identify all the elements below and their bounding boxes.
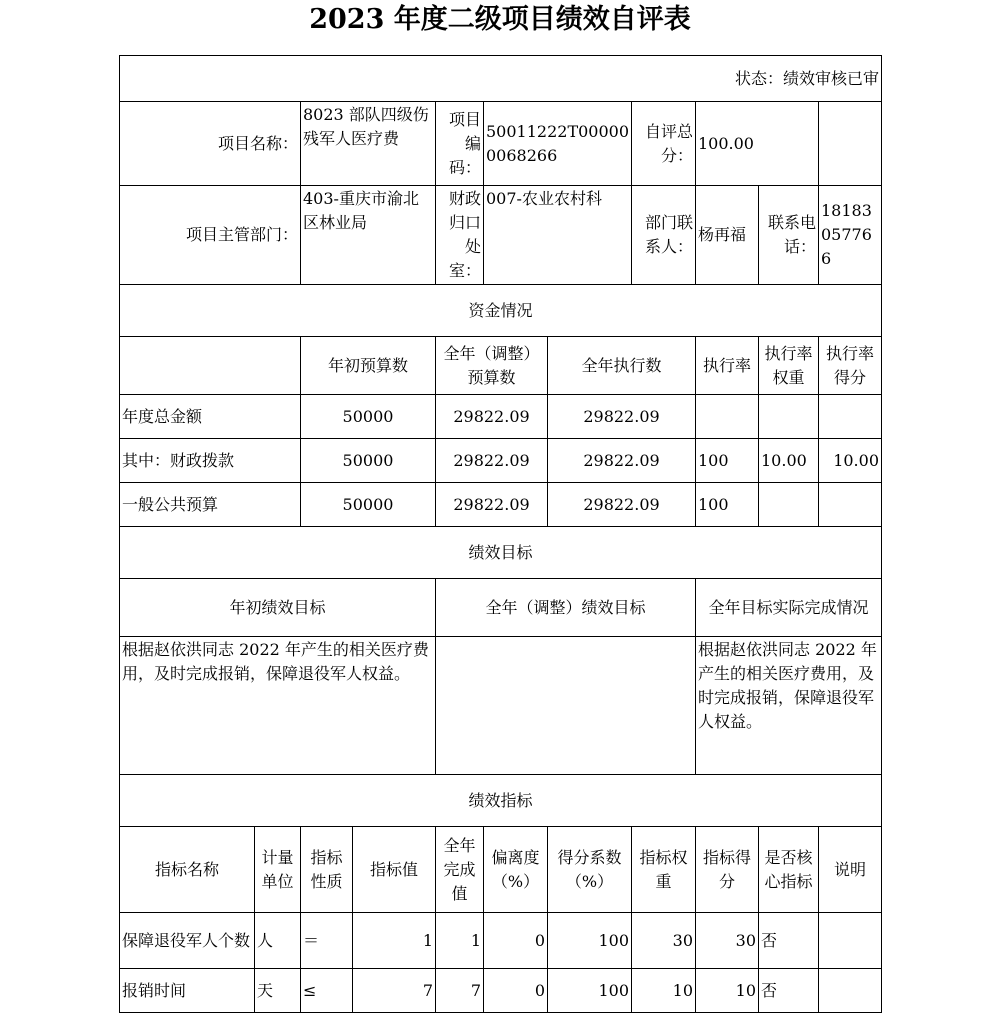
- project-name-value: 8023 部队四级伤残军人医疗费: [301, 102, 436, 186]
- goals-header-adjusted: 全年（调整）绩效目标: [436, 579, 696, 637]
- funds-header-row: [120, 337, 882, 395]
- contact-label: 部门联系人：: [632, 186, 696, 285]
- funds-row: [120, 439, 882, 483]
- funds-header-adjusted: 全年（调整）预算数: [436, 337, 548, 395]
- indicators-section-title: 绩效指标: [120, 775, 882, 827]
- self-score-label: 自评总分：: [632, 102, 696, 186]
- indicator-row: [120, 969, 882, 1013]
- ind-actual: 7: [436, 969, 484, 1013]
- funds-row-score: [819, 395, 882, 439]
- ind-nature: ＝: [301, 913, 353, 969]
- ind-target: 1: [353, 913, 436, 969]
- ind-header-score: 指标得分: [696, 827, 759, 913]
- ind-weight: 10: [632, 969, 696, 1013]
- ind-note: [819, 913, 882, 969]
- ind-coef: 100: [548, 913, 632, 969]
- evaluation-table: [119, 55, 882, 1013]
- info-row-2: [120, 186, 882, 285]
- funds-row-adjusted: 29822.09: [436, 483, 548, 527]
- ind-header-target: 指标值: [353, 827, 436, 913]
- ind-score: 10: [696, 969, 759, 1013]
- goals-header-initial: 年初绩效目标: [120, 579, 436, 637]
- ind-name: 保障退役军人个数: [120, 913, 255, 969]
- funds-row-weight: 10.00: [759, 439, 819, 483]
- project-code-value: 50011222T000000068266: [484, 102, 632, 186]
- indicator-row: [120, 913, 882, 969]
- info-row-1: [120, 102, 882, 186]
- goals-initial-text: 根据赵依洪同志 2022 年产生的相关医疗费用，及时完成报销，保障退役军人权益。: [120, 637, 436, 775]
- funds-row-executed: 29822.09: [548, 483, 696, 527]
- finance-office-value: 007-农业农村科: [484, 186, 632, 285]
- status-text: 状态：绩效审核已审: [120, 56, 882, 102]
- dept-value: 403-重庆市渝北区林业局: [301, 186, 436, 285]
- ind-target: 7: [353, 969, 436, 1013]
- ind-nature: ≤: [301, 969, 353, 1013]
- finance-office-label: 财政归口处室：: [436, 186, 484, 285]
- ind-name: 报销时间: [120, 969, 255, 1013]
- project-code-label: 项目编码：: [436, 102, 484, 186]
- ind-header-name: 指标名称: [120, 827, 255, 913]
- indicators-header-row: [120, 827, 882, 913]
- ind-header-note: 说明: [819, 827, 882, 913]
- ind-core: 否: [759, 969, 819, 1013]
- funds-row-weight: [759, 483, 819, 527]
- ind-header-weight: 指标权重: [632, 827, 696, 913]
- funds-header-executed: 全年执行数: [548, 337, 696, 395]
- ind-note: [819, 969, 882, 1013]
- funds-row-label: 年度总金额: [120, 395, 301, 439]
- funds-row: [120, 395, 882, 439]
- status-row: [120, 56, 882, 102]
- funds-header-weight: 执行率权重: [759, 337, 819, 395]
- ind-deviation: 0: [484, 969, 548, 1013]
- ind-coef: 100: [548, 969, 632, 1013]
- contact-value: 杨再福: [696, 186, 759, 285]
- funds-header-blank: [120, 337, 301, 395]
- page-title: 2023 年度二级项目绩效自评表: [309, 4, 691, 35]
- goals-content-row: [120, 637, 882, 775]
- goals-header-actual: 全年目标实际完成情况: [696, 579, 882, 637]
- funds-section-row: [120, 285, 882, 337]
- funds-row-executed: 29822.09: [548, 439, 696, 483]
- goals-section-title: 绩效目标: [120, 527, 882, 579]
- funds-row-budget: 50000: [301, 483, 436, 527]
- funds-section-title: 资金情况: [120, 285, 882, 337]
- funds-row: [120, 483, 882, 527]
- funds-header-budget: 年初预算数: [301, 337, 436, 395]
- funds-row-budget: 50000: [301, 439, 436, 483]
- phone-value: 18183057766: [819, 186, 882, 285]
- ind-header-core: 是否核心指标: [759, 827, 819, 913]
- goals-adjusted-text: [436, 637, 696, 775]
- ind-actual: 1: [436, 913, 484, 969]
- ind-header-deviation: 偏离度（%）: [484, 827, 548, 913]
- empty-cell: [819, 102, 882, 186]
- ind-header-actual: 全年完成值: [436, 827, 484, 913]
- ind-core: 否: [759, 913, 819, 969]
- ind-unit: 天: [255, 969, 301, 1013]
- funds-header-rate: 执行率: [696, 337, 759, 395]
- funds-row-score: 10.00: [819, 439, 882, 483]
- funds-row-label: 一般公共预算: [120, 483, 301, 527]
- ind-score: 30: [696, 913, 759, 969]
- funds-row-label: 其中：财政拨款: [120, 439, 301, 483]
- ind-header-unit: 计量单位: [255, 827, 301, 913]
- ind-unit: 人: [255, 913, 301, 969]
- funds-row-rate: [696, 395, 759, 439]
- ind-header-coef: 得分系数（%）: [548, 827, 632, 913]
- funds-row-executed: 29822.09: [548, 395, 696, 439]
- dept-label: 项目主管部门：: [120, 186, 301, 285]
- indicators-section-row: [120, 775, 882, 827]
- ind-deviation: 0: [484, 913, 548, 969]
- funds-row-score: [819, 483, 882, 527]
- ind-header-nature: 指标性质: [301, 827, 353, 913]
- funds-header-score: 执行率得分: [819, 337, 882, 395]
- goals-actual-text: 根据赵依洪同志 2022 年产生的相关医疗费用，及时完成报销，保障退役军人权益。: [696, 637, 882, 775]
- project-name-label: 项目名称：: [120, 102, 301, 186]
- funds-row-adjusted: 29822.09: [436, 439, 548, 483]
- goals-header-row: [120, 579, 882, 637]
- goals-section-row: [120, 527, 882, 579]
- funds-row-adjusted: 29822.09: [436, 395, 548, 439]
- self-score-value: 100.00: [696, 102, 819, 186]
- funds-row-weight: [759, 395, 819, 439]
- ind-weight: 30: [632, 913, 696, 969]
- phone-label: 联系电话：: [759, 186, 819, 285]
- funds-row-budget: 50000: [301, 395, 436, 439]
- funds-row-rate: 100: [696, 439, 759, 483]
- funds-row-rate: 100: [696, 483, 759, 527]
